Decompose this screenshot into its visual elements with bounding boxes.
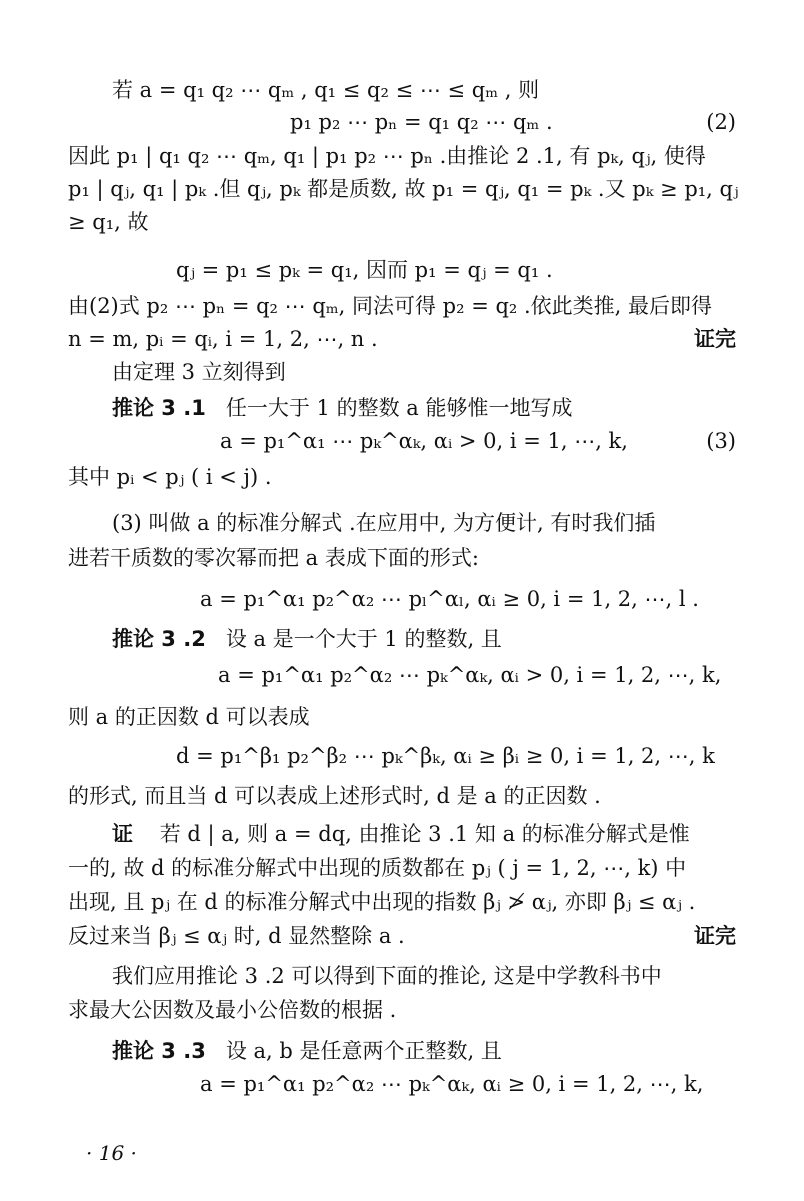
- text-content: 一的, 故 d 的标准分解式中出现的质数都在 pⱼ ( j = 1, 2, ⋯, k) 中: [68, 856, 687, 880]
- text-line: [68, 324, 736, 354]
- text-content: 我们应用推论 3 .2 可以得到下面的推论, 这是中学教科书中: [112, 964, 662, 988]
- display-equation: [68, 107, 736, 137]
- text-line: [68, 462, 736, 492]
- equation-content: a = p₁^α₁ p₂^α₂ ⋯ pₗ^αₗ, αᵢ ≥ 0, i = 1, 2, ⋯, l .: [200, 587, 699, 611]
- text-content: 若 a = q₁ q₂ ⋯ qₘ , q₁ ≤ q₂ ≤ ⋯ ≤ qₘ , 则: [112, 78, 540, 102]
- text-content: ≥ q₁, 故: [68, 210, 149, 234]
- text-line: [68, 543, 736, 573]
- text-line: [68, 291, 736, 321]
- text-line: [68, 921, 736, 951]
- text-content: n = m, pᵢ = qᵢ, i = 1, 2, ⋯, n .: [68, 327, 378, 351]
- text-content: 任一大于 1 的整数 a 能够惟一地写成: [225, 396, 573, 420]
- proof-line: [112, 819, 736, 849]
- corollary-label: 推论 3 .3: [112, 1039, 206, 1063]
- display-equation: [218, 660, 736, 690]
- proof-label: 证: [112, 822, 133, 846]
- equation-content: a = p₁^α₁ p₂^α₂ ⋯ pₖ^αₖ, αᵢ ≥ 0, i = 1, 2, ⋯, k,: [200, 1072, 704, 1096]
- display-equation: [200, 1069, 736, 1099]
- text-line: [68, 702, 736, 732]
- text-content: 反过来当 βⱼ ≤ αⱼ 时, d 显然整除 a .: [68, 924, 405, 948]
- qed-label: 证完: [694, 327, 736, 351]
- equation-content: d = p₁^β₁ p₂^β₂ ⋯ pₖ^βₖ, αᵢ ≥ βᵢ ≥ 0, i = 1, 2, ⋯, k: [176, 744, 715, 768]
- corollary-heading: [112, 1036, 736, 1066]
- text-content: 设 a, b 是任意两个正整数, 且: [225, 1039, 502, 1063]
- equation-number: (2): [706, 110, 736, 134]
- text-content: 因此 p₁ | q₁ q₂ ⋯ qₘ, q₁ | p₁ p₂ ⋯ pₙ .由推论 2 .1, 有 pₖ, qⱼ, 使得: [68, 144, 706, 168]
- text-content: p₁ | qⱼ, q₁ | pₖ .但 qⱼ, pₖ 都是质数, 故 p₁ = qⱼ, q₁ = pₖ .又 pₖ ≥ p₁, qⱼ: [68, 177, 739, 201]
- corollary-heading: [112, 393, 736, 423]
- display-equation: [200, 584, 736, 614]
- qed-label: 证完: [694, 924, 736, 948]
- text-content: 进若干质数的零次幂而把 a 表成下面的形式:: [68, 546, 479, 570]
- page-number: · 16 ·: [86, 1141, 137, 1165]
- display-equation: [176, 255, 736, 285]
- text-content: 由定理 3 立刻得到: [112, 360, 286, 384]
- text-line: [68, 207, 736, 237]
- text-line: [112, 508, 736, 538]
- text-line: [68, 853, 736, 883]
- equation-content: a = p₁^α₁ p₂^α₂ ⋯ pₖ^αₖ, αᵢ > 0, i = 1, 2, ⋯, k,: [218, 663, 722, 687]
- text-content: 则 a 的正因数 d 可以表成: [68, 705, 310, 729]
- text-content: 求最大公因数及最小公倍数的根据 .: [68, 998, 397, 1022]
- corollary-heading: [112, 624, 736, 654]
- text-content: 设 a 是一个大于 1 的整数, 且: [225, 627, 502, 651]
- equation-number: (3): [706, 429, 736, 453]
- text-line: [112, 75, 736, 105]
- text-line: [68, 174, 739, 204]
- equation-content: p₁ p₂ ⋯ pₙ = q₁ q₂ ⋯ qₘ .: [290, 110, 553, 134]
- text-line: [68, 141, 736, 171]
- text-content: 出现, 且 pⱼ 在 d 的标准分解式中出现的指数 βⱼ ≯ αⱼ, 亦即 βⱼ ≤ αⱼ .: [68, 890, 696, 914]
- display-equation: [176, 741, 736, 771]
- equation-content: qⱼ = p₁ ≤ pₖ = q₁, 因而 p₁ = qⱼ = q₁ .: [176, 258, 553, 282]
- text-line: [112, 961, 736, 991]
- corollary-label: 推论 3 .2: [112, 627, 206, 651]
- equation-content: a = p₁^α₁ ⋯ pₖ^αₖ, αᵢ > 0, i = 1, ⋯, k,: [220, 429, 628, 453]
- display-equation: [68, 426, 736, 456]
- text-line: [112, 357, 736, 387]
- text-content: 若 d | a, 则 a = dq, 由推论 3 .1 知 a 的标准分解式是惟: [159, 822, 690, 846]
- text-content: 的形式, 而且当 d 可以表成上述形式时, d 是 a 的正因数 .: [68, 784, 601, 808]
- text-content: (3) 叫做 a 的标准分解式 .在应用中, 为方便计, 有时我们插: [112, 511, 656, 535]
- text-content: 由(2)式 p₂ ⋯ pₙ = q₂ ⋯ qₘ, 同法可得 p₂ = q₂ .依此类推, 最后即得: [68, 294, 713, 318]
- text-line: [68, 781, 736, 811]
- corollary-label: 推论 3 .1: [112, 396, 206, 420]
- text-line: [68, 995, 736, 1025]
- text-content: 其中 pᵢ < pⱼ ( i < j) .: [68, 465, 272, 489]
- text-line: [68, 887, 736, 917]
